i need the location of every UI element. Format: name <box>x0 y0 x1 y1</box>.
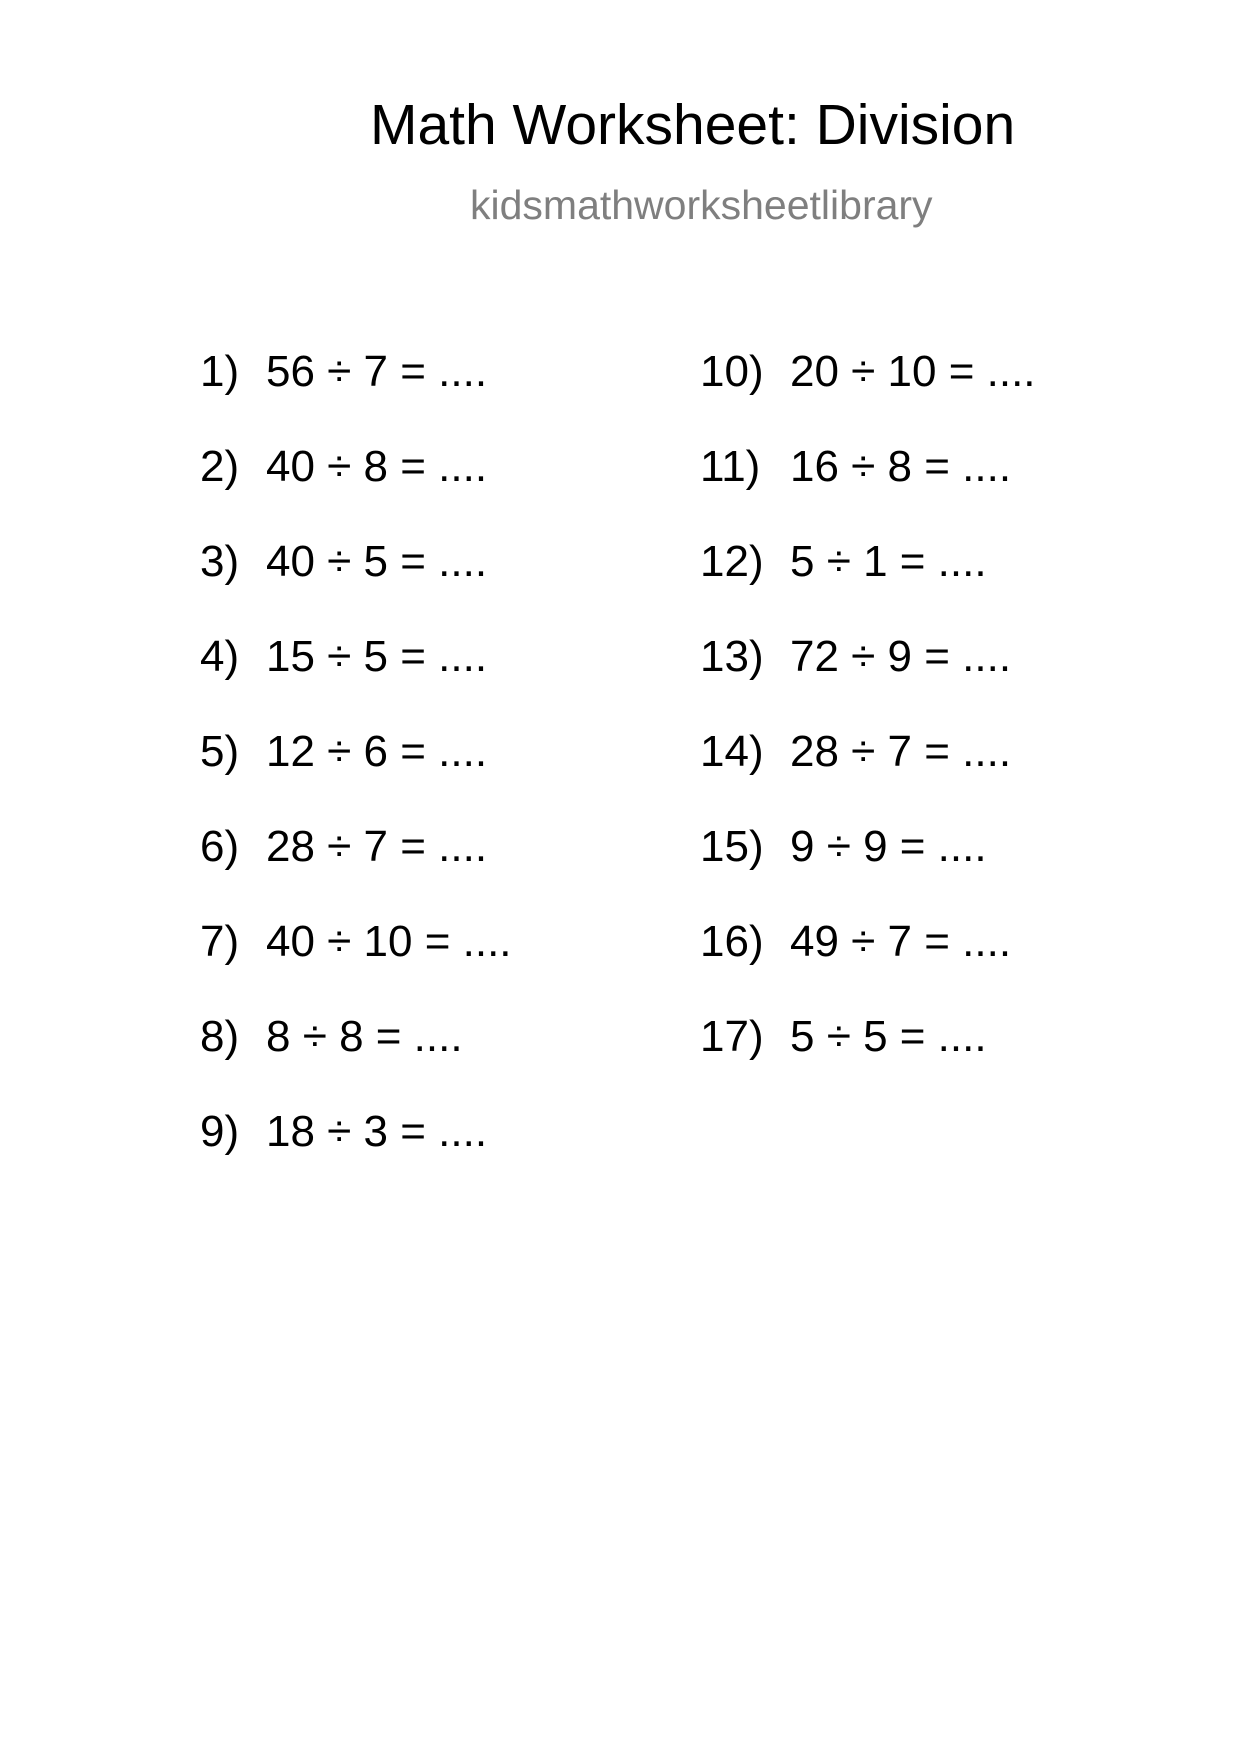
problem-number: 4) <box>200 632 240 681</box>
problem-number: 5) <box>200 727 240 776</box>
problem-number: 7) <box>200 917 240 966</box>
problem-expression: 8 ÷ 8 = .... <box>266 1012 463 1061</box>
problem-expression: 40 ÷ 8 = .... <box>266 442 488 491</box>
problem-number: 10) <box>700 347 764 396</box>
problem-expression: 28 ÷ 7 = .... <box>266 822 488 871</box>
problem-expression: 16 ÷ 8 = .... <box>790 442 1012 491</box>
problem-number: 8) <box>200 1012 240 1061</box>
problem-expression: 20 ÷ 10 = .... <box>790 347 1036 396</box>
problem-expression: 12 ÷ 6 = .... <box>266 727 488 776</box>
problem-number: 15) <box>700 822 764 871</box>
page-title: Math Worksheet: Division <box>370 93 1016 157</box>
problem-number: 14) <box>700 727 764 776</box>
problem-expression: 5 ÷ 1 = .... <box>790 537 987 586</box>
problem-number: 6) <box>200 822 240 871</box>
problem-expression: 40 ÷ 10 = .... <box>266 917 512 966</box>
problem-number: 1) <box>200 347 240 396</box>
problem-number: 12) <box>700 537 764 586</box>
problem-expression: 40 ÷ 5 = .... <box>266 537 488 586</box>
page-subtitle: kidsmathworksheetlibrary <box>470 182 933 228</box>
problem-expression: 15 ÷ 5 = .... <box>266 632 488 681</box>
problem-number: 9) <box>200 1107 240 1156</box>
problem-expression: 18 ÷ 3 = .... <box>266 1107 488 1156</box>
problem-number: 3) <box>200 537 240 586</box>
problem-number: 16) <box>700 917 764 966</box>
problem-expression: 72 ÷ 9 = .... <box>790 632 1012 681</box>
problem-expression: 56 ÷ 7 = .... <box>266 347 488 396</box>
problem-number: 13) <box>700 632 764 681</box>
problem-expression: 49 ÷ 7 = .... <box>790 917 1012 966</box>
problem-number: 2) <box>200 442 240 491</box>
problem-number: 11) <box>700 442 761 491</box>
problem-expression: 5 ÷ 5 = .... <box>790 1012 987 1061</box>
problem-expression: 28 ÷ 7 = .... <box>790 727 1012 776</box>
problem-expression: 9 ÷ 9 = .... <box>790 822 987 871</box>
problem-number: 17) <box>700 1012 764 1061</box>
